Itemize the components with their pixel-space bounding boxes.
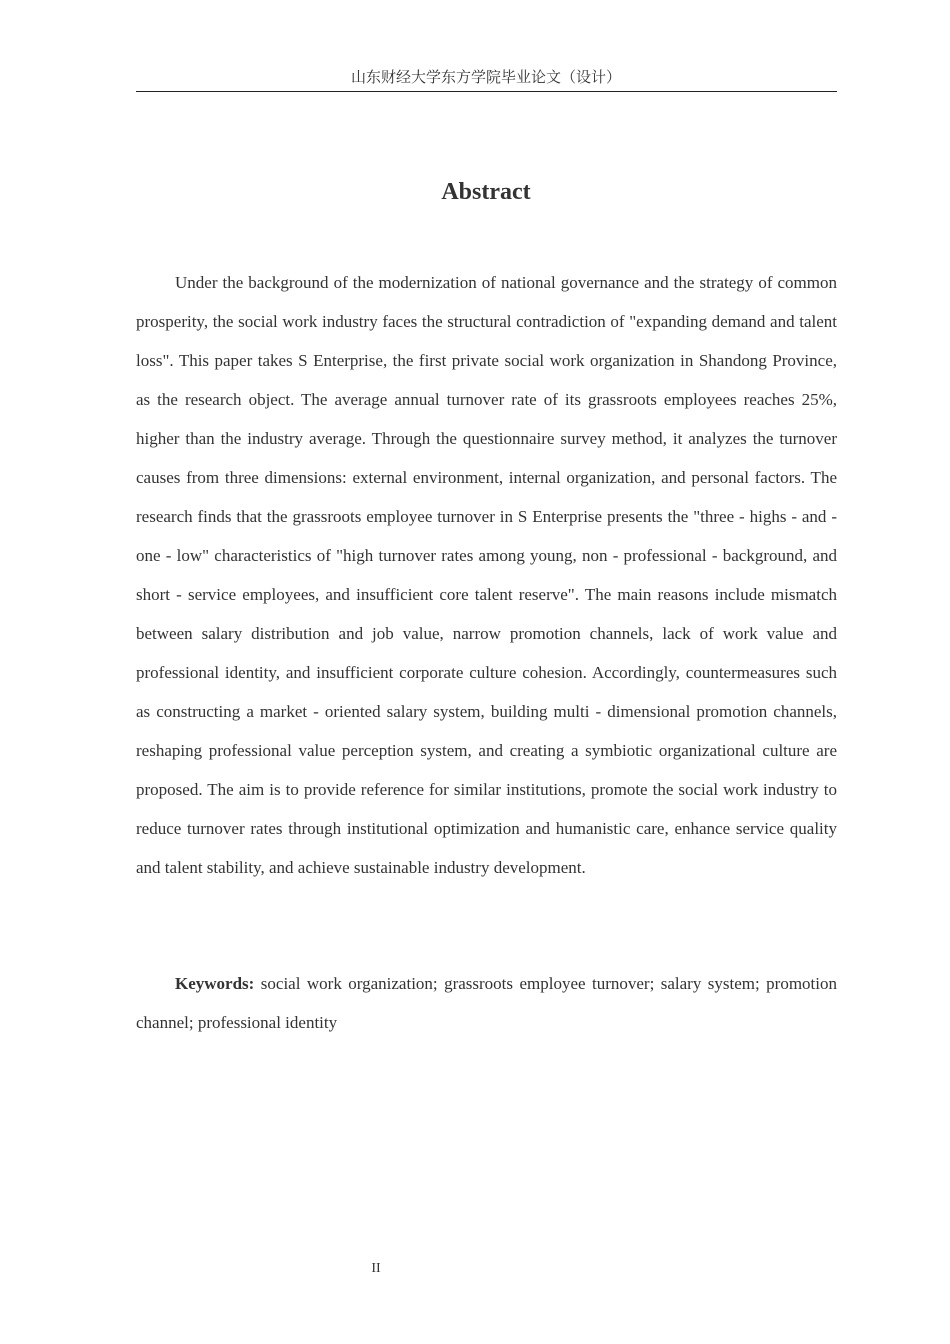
keywords-list: social work organization; grassroots employee turnover; salary system; promotion channel; professional identity — [136, 974, 837, 1032]
abstract-paragraph: Under the background of the modernization of national governance and the strategy of common prosperity, the social work industry faces the structural contradiction of "expanding demand and talent loss". This paper takes S Enterprise, the first private social work organization in Shandong Province, as the research object. The average annual turnover rate of its grassroots employees reaches 25%, higher than the industry average. Through the questionnaire survey method, it analyzes the turnover causes from three dimensions: external environment, internal organization, and personal factors. The research finds that the grassroots employee turnover in S Enterprise presents the "three - highs - and - one - low" characteristics of "high turnover rates among young, non - professional - background, and short - service employees, and insufficient core talent reserve". The main reasons include mismatch between salary distribution and job value, narrow promotion channels, lack of work value and professional identity, and insufficient corporate culture cohesion. Accordingly, countermeasures such as constructing a market - oriented salary system, building multi - dimensional promotion channels, reshaping professional value perception system, and creating a symbiotic organizational culture are proposed. The aim is to provide reference for similar institutions, promote the social work industry to reduce turnover rates through institutional optimization and humanistic care, enhance service quality and talent stability, and achieve sustainable industry development. — [136, 273, 837, 877]
page-number: II — [371, 1261, 381, 1276]
running-header-title: 山东财经大学东方学院毕业论文（设计） — [350, 68, 621, 86]
page-title: Abstract — [441, 179, 531, 205]
keywords-label: Keywords: — [175, 974, 255, 993]
keywords-paragraph — [136, 964, 837, 1042]
header-divider — [136, 91, 837, 92]
